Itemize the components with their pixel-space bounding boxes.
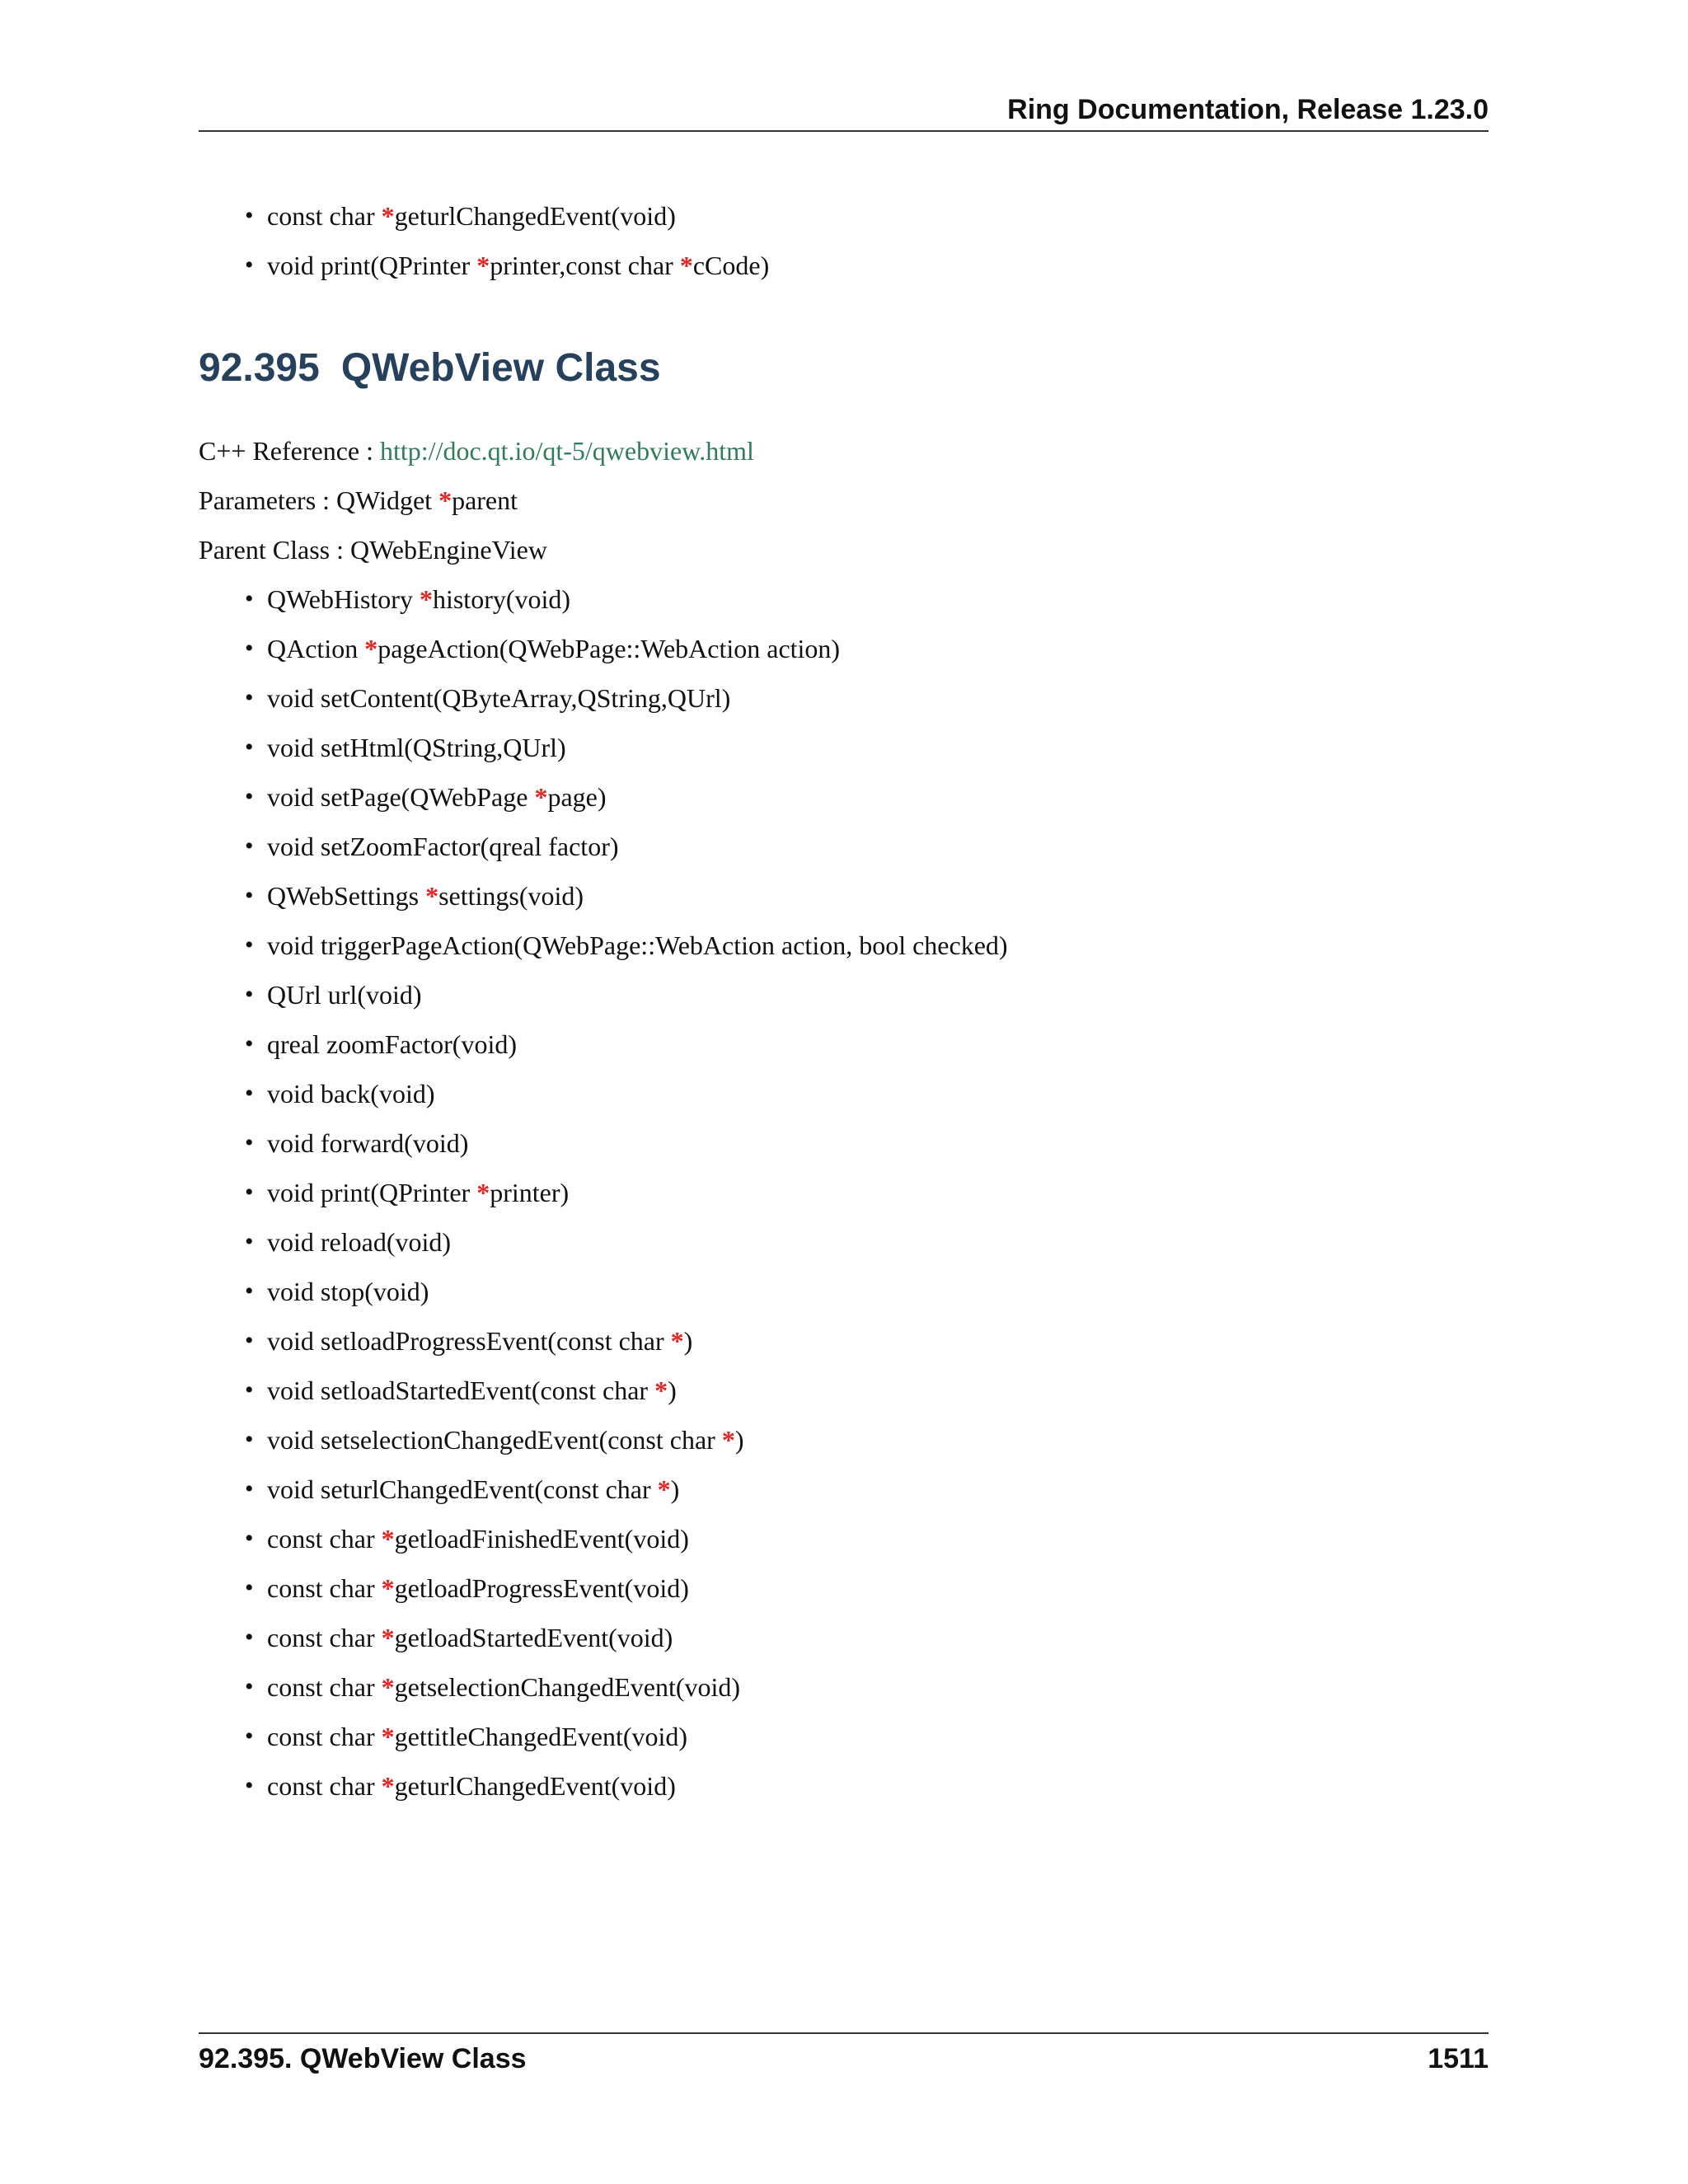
list-item: • void setContent(QByteArray,QString,QUrl): [199, 673, 1008, 723]
list-item: • const char *getloadStartedEvent(void): [199, 1613, 1008, 1662]
section-number: 92.395: [199, 346, 320, 390]
parameters-line: Parameters : QWidget *parent: [199, 485, 518, 515]
running-footer: [199, 2032, 1489, 2083]
list-item: • void setloadProgressEvent(const char *): [199, 1316, 1008, 1366]
page-number: 1511: [1428, 2043, 1489, 2074]
previous-class-method-list: [199, 191, 769, 290]
list-item: • void setPage(QWebPage *page): [199, 772, 1008, 822]
cpp-reference-link[interactable]: http://doc.qt.io/qt-5/qwebview.html: [380, 436, 754, 466]
list-item: • const char *getloadProgressEvent(void): [199, 1563, 1008, 1613]
list-item: • void reload(void): [199, 1217, 1008, 1267]
list-item: • const char *geturlChangedEvent(void): [199, 191, 769, 241]
list-item: • const char *gettitleChangedEvent(void): [199, 1712, 1008, 1761]
list-item: • void print(QPrinter *printer): [199, 1168, 1008, 1217]
list-item: • QAction *pageAction(QWebPage::WebAction action): [199, 624, 1008, 673]
list-item: • void print(QPrinter *printer,const char *cCode): [199, 241, 769, 290]
list-item: • void setloadStartedEvent(const char *): [199, 1366, 1008, 1415]
cpp-reference-line: C++ Reference : http://doc.qt.io/qt-5/qwebview.html: [199, 436, 754, 466]
list-item: • void setHtml(QString,QUrl): [199, 723, 1008, 772]
section-title: QWebView Class: [340, 346, 661, 390]
list-item: • qreal zoomFactor(void): [199, 1019, 1008, 1069]
footer-section: 92.395. QWebView Class: [199, 2043, 527, 2074]
list-item: • QUrl url(void): [199, 970, 1008, 1019]
list-item: • QWebSettings *settings(void): [199, 871, 1008, 921]
section-heading: [199, 340, 661, 397]
list-item: • void setselectionChangedEvent(const char *): [199, 1415, 1008, 1465]
list-item: • void triggerPageAction(QWebPage::WebAction action, bool checked): [199, 921, 1008, 970]
running-header: Ring Documentation, Release 1.23.0: [199, 89, 1489, 132]
parent-class-line: Parent Class : QWebEngineView: [199, 535, 547, 565]
list-item: • const char *getloadFinishedEvent(void): [199, 1514, 1008, 1563]
list-item: • void back(void): [199, 1069, 1008, 1118]
list-item: • const char *geturlChangedEvent(void): [199, 1761, 1008, 1811]
list-item: • QWebHistory *history(void): [199, 574, 1008, 624]
list-item: • void setZoomFactor(qreal factor): [199, 822, 1008, 871]
list-item: • const char *getselectionChangedEvent(void): [199, 1662, 1008, 1712]
list-item: • void seturlChangedEvent(const char *): [199, 1465, 1008, 1514]
method-list: [199, 574, 1008, 1811]
list-item: • void forward(void): [199, 1118, 1008, 1168]
document-page: [199, 0, 1489, 2184]
list-item: • void stop(void): [199, 1267, 1008, 1316]
